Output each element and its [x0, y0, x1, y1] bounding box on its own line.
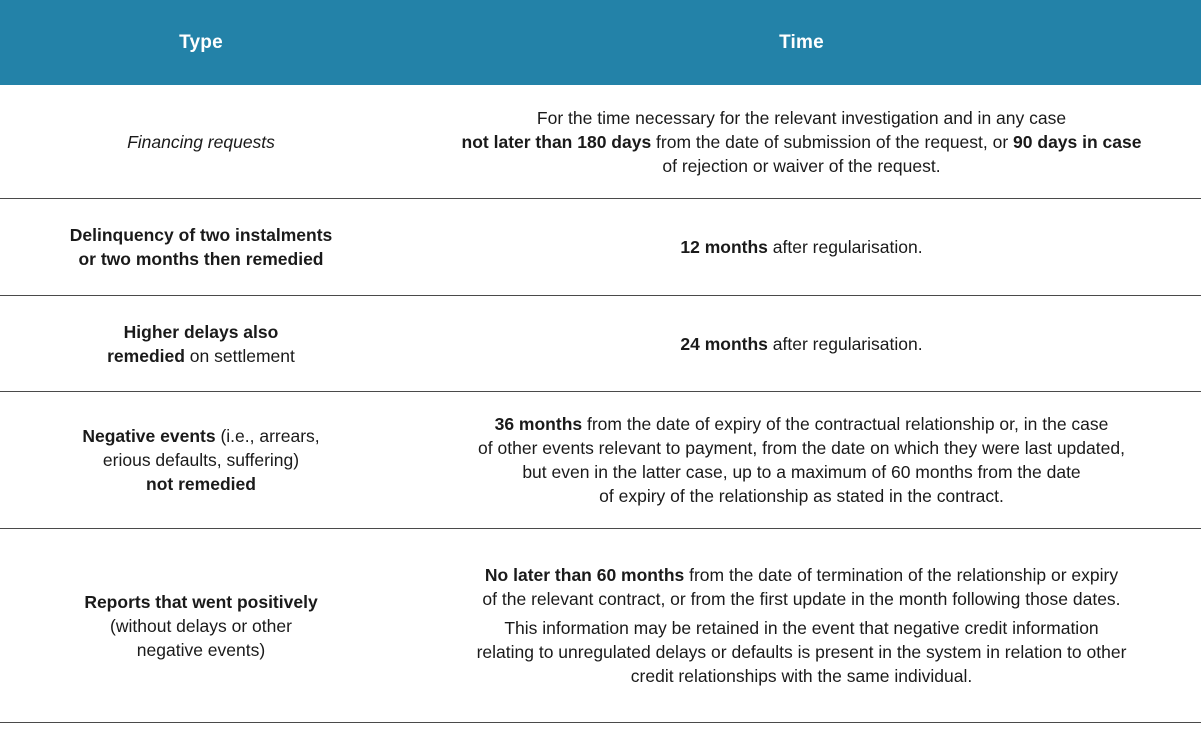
time-cell [402, 529, 1201, 723]
time-cell-line [414, 484, 1189, 508]
text-run: (without delays or other [110, 615, 292, 636]
type-cell-line [12, 130, 390, 154]
type-cell-line [12, 590, 390, 614]
table-row [0, 85, 1201, 199]
text-run: from the date of submission of the request, or [651, 131, 1014, 152]
time-cell [402, 296, 1201, 392]
type-cell [0, 529, 402, 723]
type-cell-paragraph [12, 590, 390, 662]
text-run: For the time necessary for the relevant investigation and in any case [536, 107, 1067, 128]
type-cell-paragraph [12, 320, 390, 368]
time-cell-line [414, 664, 1189, 688]
time-cell-line [414, 412, 1189, 436]
text-run: of expiry of the relationship as stated in the contract. [599, 486, 1004, 506]
time-cell-line [414, 235, 1189, 259]
text-run: Reports that went positively [84, 591, 318, 612]
text-run: No later than 60 months [484, 565, 685, 585]
text-run: Negative events [82, 426, 216, 446]
time-cell-paragraph [414, 563, 1189, 611]
header-time: Time [402, 0, 1201, 85]
text-run: Delinquency of two instalments [69, 225, 333, 245]
type-cell [0, 85, 402, 199]
text-run: 36 months [494, 414, 583, 434]
text-run: on settlement [184, 345, 295, 366]
text-run: erious defaults, suffering) [102, 450, 300, 470]
text-run: 24 months [680, 333, 768, 354]
text-run: relating to unregulated delays or defaults is present in the system in relation to other [476, 642, 1127, 662]
type-cell-line [12, 247, 390, 271]
time-cell [402, 392, 1201, 529]
time-cell-paragraph [414, 412, 1189, 508]
type-cell [0, 199, 402, 296]
type-cell-line [12, 223, 390, 247]
type-cell-line [12, 320, 390, 344]
time-cell-line [414, 587, 1189, 611]
text-run: after regularisation. [767, 237, 923, 257]
text-run: after regularisation. [767, 333, 923, 354]
text-run: credit relationships with the same individual. [630, 666, 973, 686]
type-cell-line [12, 638, 390, 662]
text-run: but even in the latter case, up to a maximum of 60 months from the date [522, 462, 1081, 482]
table-row [0, 529, 1201, 723]
text-run: or two months then remedied [78, 249, 324, 269]
text-run: Financing requests [127, 131, 275, 152]
time-cell-line [414, 436, 1189, 460]
time-cell-line [414, 154, 1189, 178]
text-run: remedied [107, 345, 185, 366]
time-cell-line [414, 640, 1189, 664]
time-cell-line [414, 616, 1189, 640]
text-run: 90 days in case [1013, 131, 1142, 152]
text-run: not later than 180 days [461, 131, 652, 152]
type-cell-line [12, 424, 390, 448]
table-row [0, 199, 1201, 296]
type-cell-paragraph [12, 223, 390, 271]
table-row [0, 392, 1201, 529]
time-cell-paragraph [414, 616, 1189, 688]
type-cell-paragraph [12, 130, 390, 154]
header-type: Type [0, 0, 402, 85]
text-run: (i.e., arrears, [215, 426, 320, 446]
text-run: of the relevant contract, or from the first update in the month following those dates. [482, 589, 1121, 609]
text-run: from the date of expiry of the contractual relationship or, in the case [582, 414, 1109, 434]
text-run: not remedied [146, 474, 256, 494]
table-row [0, 296, 1201, 392]
text-run: Higher delays also [123, 321, 279, 342]
type-cell-line [12, 614, 390, 638]
type-cell [0, 392, 402, 529]
time-cell [402, 85, 1201, 199]
type-cell-paragraph [12, 424, 390, 496]
text-run: 12 months [680, 237, 768, 257]
type-cell-line [12, 344, 390, 368]
table-header-row [0, 0, 1201, 85]
time-cell-paragraph [414, 332, 1189, 356]
time-cell-line [414, 106, 1189, 130]
type-cell-line [12, 448, 390, 472]
time-cell-line [414, 460, 1189, 484]
text-run: of rejection or waiver of the request. [662, 155, 941, 176]
type-cell [0, 296, 402, 392]
time-cell-line [414, 563, 1189, 587]
text-run: from the date of termination of the relationship or expiry [684, 565, 1119, 585]
time-cell [402, 199, 1201, 296]
type-cell-line [12, 472, 390, 496]
text-run: negative events) [136, 639, 266, 660]
time-cell-paragraph [414, 106, 1189, 178]
text-run: of other events relevant to payment, from the date on which they were last updated, [478, 438, 1125, 458]
time-cell-line [414, 130, 1189, 154]
time-cell-line [414, 332, 1189, 356]
text-run: This information may be retained in the event that negative credit information [504, 618, 1099, 638]
time-cell-paragraph [414, 235, 1189, 259]
